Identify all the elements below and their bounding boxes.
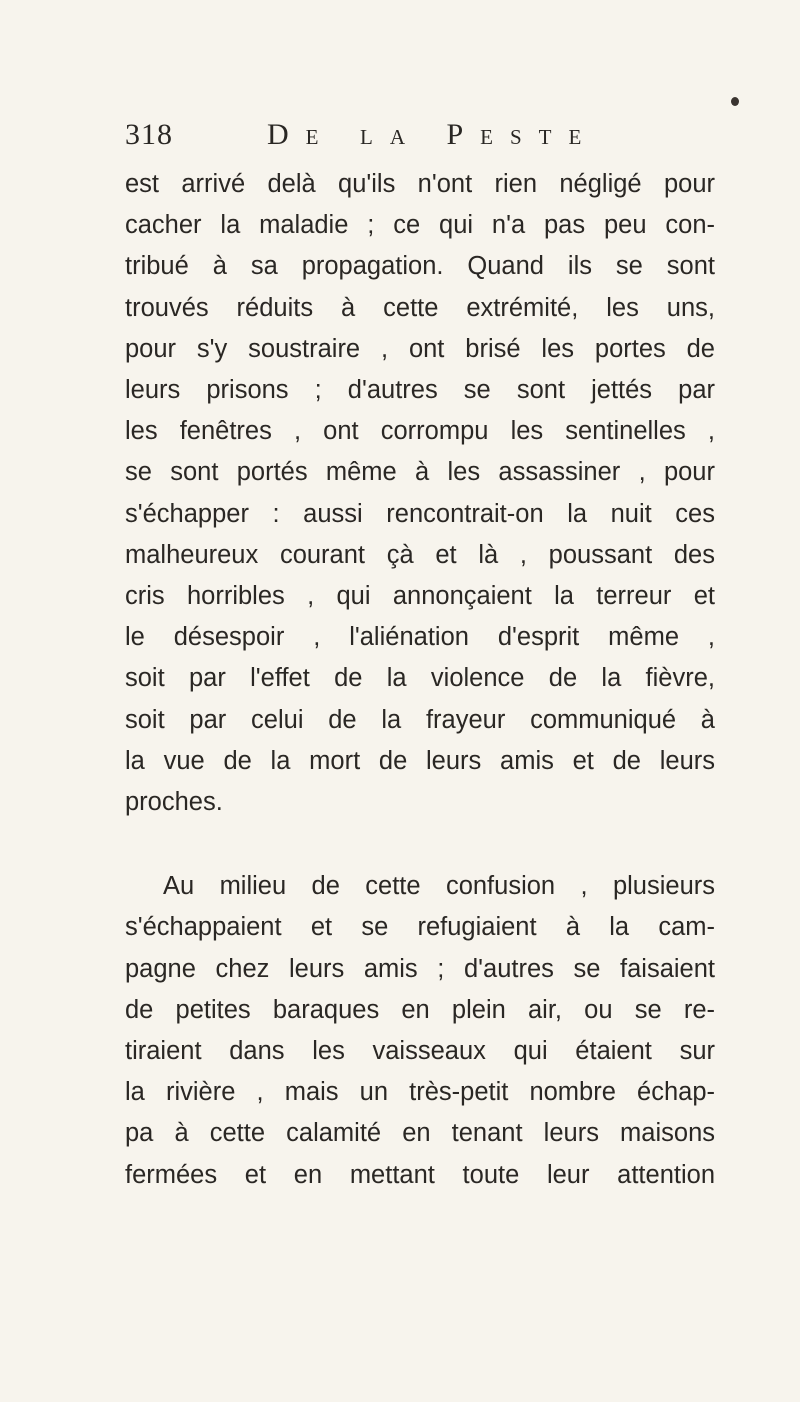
text-line: s'échappaient et se refugiaient à la cam- [125, 913, 715, 942]
text-line: tribué à sa propagation. Quand ils se sont [125, 252, 715, 281]
text-line: pa à cette calamité en tenant leurs maisons [125, 1119, 715, 1148]
paragraph-gap [125, 823, 715, 866]
text-line: malheureux courant çà et là , poussant des [125, 540, 715, 569]
text-line: proches. [125, 788, 223, 817]
text-line: leurs prisons ; d'autres se sont jettés par [125, 376, 715, 405]
text-line: pour s'y soustraire , ont brisé les portes de [125, 334, 715, 363]
page-number: 318 [125, 118, 173, 151]
text-line: cris horribles , qui annonçaient la terreur et [125, 582, 715, 611]
text-line: le désespoir , l'aliénation d'esprit même , [125, 623, 715, 652]
text-line: trouvés réduits à cette extrémité, les uns, [125, 293, 715, 322]
running-title: De la Peste [267, 118, 599, 151]
paragraph-1 [125, 164, 715, 823]
ink-dot [731, 97, 739, 106]
paragraph-2 [125, 866, 715, 1196]
body-text [125, 164, 715, 1196]
text-line: cacher la maladie ; ce qui n'a pas peu con- [125, 211, 715, 240]
text-line: s'échapper : aussi rencontrait-on la nuit ces [125, 499, 715, 528]
text-line: soit par l'effet de la violence de la fièvre, [125, 664, 715, 693]
text-line: de petites baraques en plein air, ou se re- [125, 995, 715, 1024]
text-line: tiraient dans les vaisseaux qui étaient sur [125, 1037, 715, 1066]
text-line: la rivière , mais un très-petit nombre échap- [125, 1078, 715, 1107]
text-line: soit par celui de la frayeur communiqué à [125, 705, 715, 734]
text-line: est arrivé delà qu'ils n'ont rien négligé pour [125, 170, 715, 198]
text-line: fermées et en mettant toute leur attention [125, 1160, 715, 1189]
running-head [125, 118, 685, 158]
text-line: pagne chez leurs amis ; d'autres se faisaient [125, 954, 715, 983]
text-line: se sont portés même à les assassiner , pour [125, 458, 715, 487]
text-line: Au milieu de cette confusion , plusieurs [163, 872, 715, 901]
text-line: la vue de la mort de leurs amis et de leurs [125, 746, 715, 775]
text-line: les fenêtres , ont corrompu les sentinelles , [125, 417, 715, 446]
